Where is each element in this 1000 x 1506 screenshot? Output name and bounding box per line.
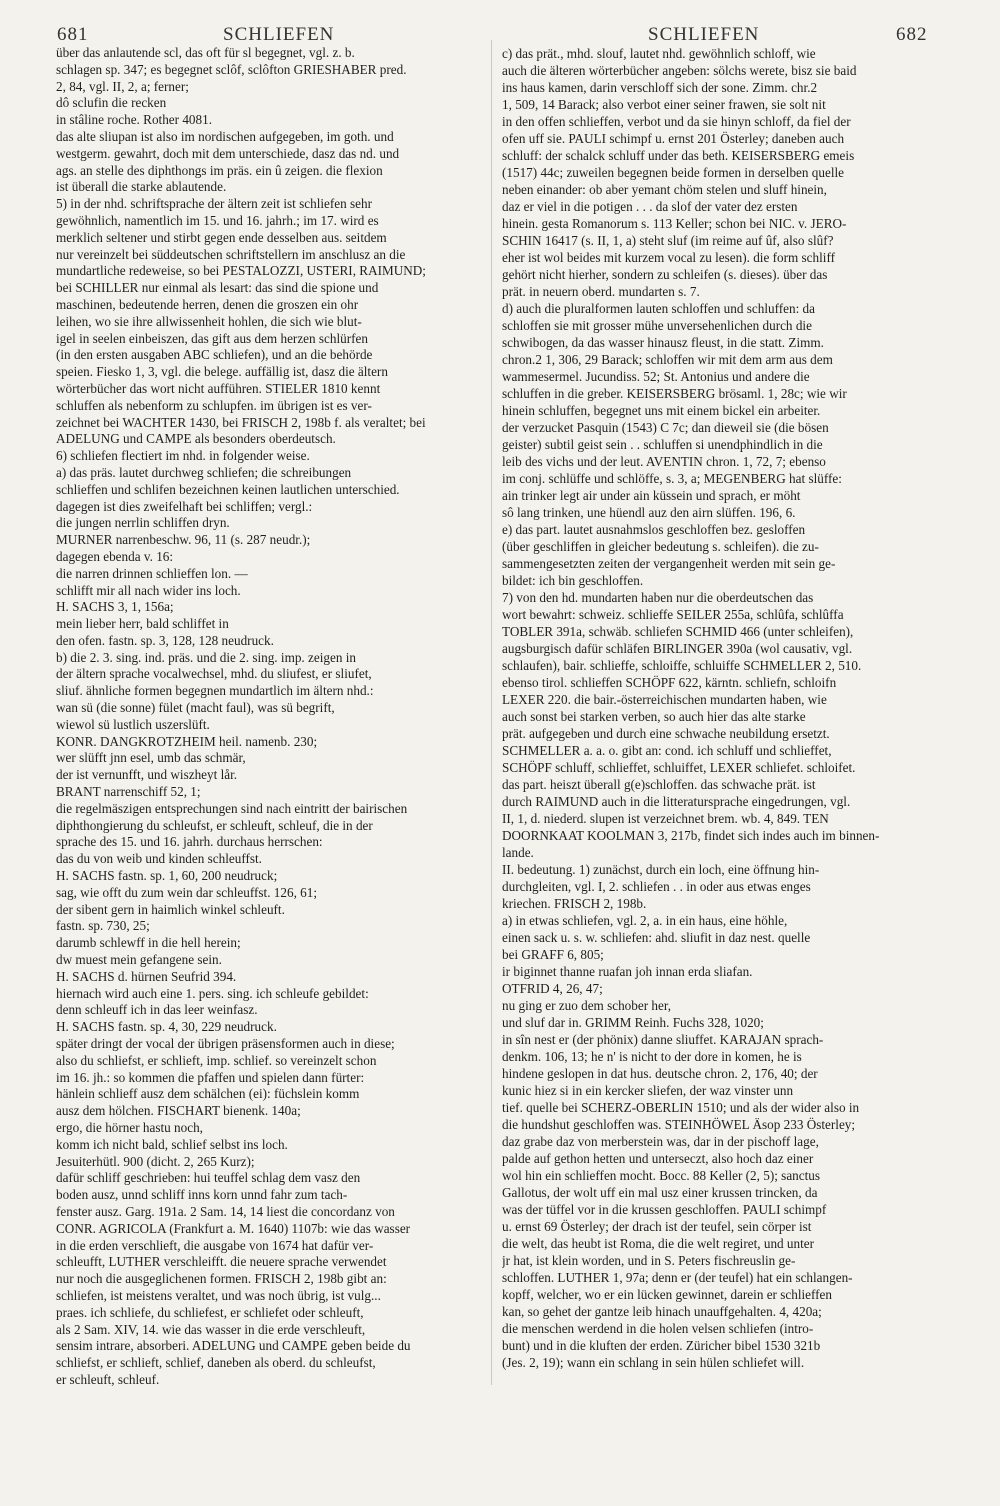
text-line: schlieffen und schlifen bezeichnen keinen lautlichen unterschied. [56,481,400,497]
text-line: später dringt der vocal der übrigen präsensformen auch in diese; [56,1036,395,1052]
text-line: gehört nicht hierher, sondern zu schleifen (s. dieses). über das [502,267,828,282]
text-line: d) auch die pluralformen lauten schloffen und schluffen: da [502,301,815,316]
text-line: b) die 2. 3. sing. ind. präs. und die 2. sing. imp. zeigen in [56,649,356,665]
text-line: MURNER narrenbeschw. 96, 11 (s. 287 neudr.); [56,532,311,548]
text-line: mein lieber herr, bald schliffet in [56,616,229,632]
text-line: schwibogen, da das wasser hinausz fleust, in die statt. Zimm. [502,335,824,350]
text-line: schluff: der schalck schluff under das beth. KEISERSBERG emeis [502,148,855,163]
text-line: 5) in der nhd. schriftsprache der ältern zeit ist schliefen sehr [56,196,373,212]
text-line: den ofen. fastn. sp. 3, 128, 128 neudruck. [56,632,274,648]
text-line: wol hin ein schlieffen mocht. Bocc. 88 Keller (2, 5); sanctus [502,1168,821,1183]
text-line: wörterbücher das wort nicht aufführen. STIELER 1810 kennt [56,380,381,396]
text-line: die jungen nerrlin schliffen dryn. [56,515,230,531]
text-line: ausz dem hölchen. FISCHART bienenk. 140a; [56,1103,301,1119]
text-line: dw muest mein gefangene sein. [56,952,222,968]
text-line: (Jes. 2, 19); wann ein schlang in sein hülen schliefet will. [502,1355,805,1370]
text-line: (über geschliffen in gleicher bedeutung s. schleifen). die zu- [502,539,819,554]
text-line: kunic hiez si in ein kercker sliefen, der waz vinster unn [502,1083,794,1098]
text-line: schluffen in die greber. KEISERSBERG brösaml. 1, 28c; wie wir [502,386,847,401]
text-line: praes. ich schliefe, du schliefest, er schliefet oder schleuft, [56,1304,364,1320]
text-line: geister) subtil geist sein . . schluffen si unendphindlich in die [502,437,823,452]
text-line: H. SACHS fastn. sp. 1, 60, 200 neudruck; [56,868,278,884]
text-line: augsburgisch dafür schläfen BIRLINGER 390a (wol causativ, vgl. [502,641,853,656]
text-line: wort bewahrt: schweiz. schlieffe SEILER 255a, schlûfa, schlûffa [502,607,844,622]
text-line: eher ist wol beides mit kurzem vocal zu lesen). die form schliff [502,250,836,265]
text-line: ergo, die hörner hastu noch, [56,1120,203,1135]
text-line: diphthongierung du schleufst, er schleuft, schleuf, die in der [56,817,373,833]
text-line: fastn. sp. 730, 25; [56,918,150,934]
text-line: a) das präs. lautet durchweg schliefen; die schreibungen [56,464,352,480]
text-line: ags. an stelle des diphthongs im präs. ein û zeigen. die flexion [56,162,383,178]
text-line: c) das prät., mhd. slouf, lautet nhd. gewöhnlich schloff, wie [502,46,816,61]
text-line: palde auf gethon hetten und unterseczt, also hoch daz einer [502,1151,814,1166]
text-line: durch RAIMUND auch in die litteratursprache eingedrungen, vgl. [502,794,851,809]
text-line: e) das part. lautet ausnahmslos geschloffen bez. gesloffen [502,522,806,537]
text-line: sô lang trinken, une hüendl auz den airn slüffen. 196, 6. [502,505,796,520]
text-line: einen sack u. s. w. schliefen: ahd. sliufit in daz nest. quelle [502,930,811,945]
text-line: in stâline roche. Rother 4081. [56,112,213,128]
text-line: wan sü (die sonne) fület (macht faul), was sü begrift, [56,700,335,716]
text-line: 6) schliefen flectiert im nhd. in folgender weise. [56,448,310,464]
text-line: daz grabe daz von merberstein was, dar in der pischoff lage, [502,1134,819,1149]
text-line: das alte sliupan ist also im nordischen aufgegeben, im goth. und [56,128,394,144]
text-line: schliefst, er schlieft, schlief, daneben als oberd. du schleufst, [56,1355,376,1371]
text-line: sliuf. ähnliche formen begegnen mundartlich im ältern nhd.: [56,683,374,699]
text-line: hindene geslopen in dat hus. deutsche chron. 2, 176, 40; der [502,1066,818,1081]
text-line: II. bedeutung. 1) zunächst, durch ein loch, eine öffnung hin- [502,862,820,877]
text-line: lande. [502,845,534,860]
text-line: sprache des 15. und 16. jahrh. durchaus herrschen: [56,834,323,850]
text-line: prät. aufgegeben und durch eine schwache neubildung ersetzt. [502,726,830,741]
text-line: die narren drinnen schlieffen lon. — [56,565,248,581]
text-line: gewöhnlich, namentlich im 15. und 16. jahrh.; im 17. wird es [56,212,379,228]
text-line: TOBLER 391a, schwäb. schliefen SCHMID 466 (unter schleifen), [502,624,854,639]
text-line: daz er viel in die potigen . . . da slof der vater dez ersten [502,199,798,214]
text-line: KONR. DANGKROTZHEIM heil. namenb. 230; [56,733,318,749]
text-line: der ist vernunfft, und wiszheyt lår. [56,767,238,783]
text-line: in den offen schlieffen, verbot und da sie hinyn schloff, da fiel der [502,114,851,129]
text-line: in die erden verschlieft, die ausgabe von 1674 hat dafür ver- [56,1237,374,1253]
text-line: er schleuft, schleuf. [56,1371,160,1387]
text-line: u. ernst 69 Österley; der drach ist der teufel, sein cörper ist [502,1219,812,1234]
text-line: leihen, wo sie ihre allwissenheit hohlen, die sich wie blut- [56,313,362,329]
text-line: in sîn nest er (der phönix) danne sliuffet. KARAJAN sprach- [502,1032,824,1047]
text-line: schluffen als nebenform zu schlupfen. im übrigen ist es ver- [56,397,372,413]
text-line: sag, wie offt du zum wein dar schleuffst. 126, 61; [56,884,318,900]
text-line: darumb schlewff in die hell herein; [56,935,241,951]
text-line: 7) von den hd. mundarten haben nur die oberdeutschen das [502,590,814,605]
text-line: zeichnet bei WACHTER 1430, bei FRISCH 2, 198b f. als veraltet; bei [56,414,426,430]
text-line: bei GRAFF 6, 805; [502,947,604,962]
text-line: über das anlautende scl, das oft für sl begegnet, vgl. z. b. [56,45,355,60]
text-line: maschinen, bedeutende herren, denen die groszen ein ohr [56,296,359,312]
text-line: dafür schliff geschrieben: hui teuffel schlag dem vasz den [56,1170,361,1186]
text-line: schloffen. LUTHER 1, 97a; denn er (der teufel) hat ein schlangen- [502,1270,853,1285]
text-line: 1, 509, 14 Barack; also verbot einer seiner frawen, sie solt nit [502,97,826,112]
text-line: DOORNKAAT KOOLMAN 3, 217b, findet sich indes auch im binnen- [502,828,880,843]
text-line: die hundshut geschloffen was. STEINHÖWEL Äsop 233 Österley; [502,1117,856,1132]
text-line: bei SCHILLER nur einmal als lesart: das sind die spione und [56,280,379,296]
text-line: der sibent gern in haimlich winkel schleuft. [56,901,285,917]
text-line: wammesermel. Jucundiss. 52; St. Antonius und andere die [502,369,810,384]
text-line: auch sonst bei starken verben, so auch hier das alte starke [502,709,806,724]
text-line: das du von weib und kinden schleuffst. [56,851,262,867]
text-line: sensim intrare, absorberi. ADELUNG und CAMPE geben beide du [56,1338,411,1354]
text-line: Jesuiterhütl. 900 (dicht. 2, 265 Kurz); [56,1153,255,1169]
text-line: im conj. schlüffe und schlöffe, s. 3, a; MEGENBERG hat slüffe: [502,471,842,486]
text-line: und sluf dar in. GRIMM Reinh. Fuchs 328, 1020; [502,1015,764,1030]
text-line: Gallotus, der wolt uff ein mal usz einer krussen trincken, da [502,1185,818,1200]
text-line: tief. quelle bei SCHERZ-OBERLIN 1510; und als der wider also in [502,1100,860,1115]
text-line: BRANT narrenschiff 52, 1; [56,784,201,800]
text-line: II, 1, d. niederd. slupen ist verzeichnet brem. wb. 4, 849. TEN [502,811,829,826]
text-line: hinein. gesta Romanorum s. 113 Keller; schon bei NIC. v. JERO- [502,216,847,231]
text-line: westgerm. gewahrt, doch mit dem unterschiede, dasz das nd. und [56,145,400,161]
text-line: wer slüfft jnn esel, umb das schmär, [56,750,246,766]
page-number-right: 682 [896,24,928,45]
text-line: SCHMELLER a. a. o. gibt an: cond. ich schluff und schlieffet, [502,743,832,758]
text-line: die regelmäszigen entsprechungen sind nach eintritt der bairischen [56,800,408,816]
text-line: igel in seelen einbeiszen, das gift aus dem herzen schlürfen [56,330,368,346]
text-line: prät. in neuern oberd. mundarten s. 7. [502,284,700,299]
page-number-left: 681 [57,24,89,45]
text-line: schloffen sie mit grosser mühe unversehenlichen durch die [502,318,812,333]
text-line: denn schleuff ich in das leer weinfasz. [56,1002,258,1018]
text-line: H. SACHS d. hürnen Seufrid 394. [56,968,237,984]
text-line: schlagen sp. 347; es begegnet sclôf, sclôfton GRIESHABER pred. [56,61,407,77]
text-line: OTFRID 4, 26, 47; [502,981,603,996]
text-line: ebenso tirol. schlieffen SCHÖPF 622, kärntn. schliefn, schloifn [502,675,837,690]
text-line: schliefen, ist meistens veraltet, und was noch übrig, ist vulg... [56,1287,381,1303]
running-title-left: SCHLIEFEN [223,24,335,45]
text-line: a) in etwas schliefen, vgl. 2, a. in ein haus, eine höhle, [502,913,788,928]
text-line: die menschen werdend in die holen velsen schliefen (intro- [502,1321,814,1336]
text-line: (1517) 44c; zuweilen begegnen beide formen in derselben quelle [502,165,845,180]
text-line: fenster ausz. Garg. 191a. 2 Sam. 14, 14 liest die concordanz von [56,1203,395,1219]
text-line: kan, so gehet der gantze leib hinach unauffgehalten. 4, 420a; [502,1304,822,1319]
text-line: der verzucket Pasquin (1543) C 7c; dan dieweil sie (die bösen [502,420,829,435]
text-line: 2, 84, vgl. II, 2, a; ferner; [56,78,189,94]
text-line: auch die älteren wörterbücher angeben: sölchs werete, bisz sie baid [502,63,857,78]
text-line: neben einander: ob aber yemant chöm stelen und sluff hinein, [502,182,827,197]
text-line: durchgleiten, vgl. I, 2. schliefen . . in oder aus etwas enges [502,879,811,894]
text-line: boden ausz, unnd schliff inns korn unnd fahr zum tach- [56,1187,348,1203]
text-line: nu ging er zuo dem schober her, [502,998,672,1013]
text-line: speien. Fiesko 1, 3, vgl. die belege. auffällig ist, dasz die ältern [56,364,388,380]
text-line: ADELUNG und CAMPE als besonders oberdeutsch. [56,431,336,447]
text-line: H. SACHS fastn. sp. 4, 30, 229 neudruck. [56,1019,277,1035]
text-line: was der tüffel vor in die krussen geschloffen. PAULI schimpf [502,1202,827,1217]
text-line: schlaufen), bair. schlieffe, schloiffe, schluiffe SCHMELLER 2, 510. [502,658,862,673]
text-line: der ältern sprache vocalwechsel, mhd. du sliufest, er sliufet, [56,666,372,682]
text-line: mundartliche redeweise, so bei PESTALOZZI, USTERI, RAIMUND; [56,263,426,279]
text-line: ist überall die starke ablautende. [56,179,227,195]
text-line: im 16. jh.: so kommen die pfaffen und spielen dann fürter: [56,1069,365,1085]
text-line: bildet: ich bin geschloffen. [502,573,644,588]
left-column [56,45,500,1389]
text-line: bunt) und in die kluften der erden. Züricher bibel 1530 321b [502,1338,821,1353]
text-line: kopff, welcher, wo er ein lücken gewinnet, darein er schlieffen [502,1287,833,1302]
text-line: als 2 Sam. XIV, 14. wie das wasser in die erde verschleuft, [56,1321,366,1337]
right-column [502,45,946,1371]
text-line: nur vereinzelt bei süddeutschen schriftstellern im anschlusz an die [56,246,406,262]
text-line: chron.2 1, 306, 29 Barack; schloffen wir mit dem arm aus dem [502,352,833,367]
text-line: SCHIN 16417 (s. II, 1, a) steht sluf (im reime auf ûf, also slûf? [502,233,834,248]
text-line: SCHÖPF schluff, schlieffet, schluiffet, LEXER schliefet. schloifet. [502,760,856,775]
text-line: dagegen ist dies zweifelhaft bei schliffen; vergl.: [56,498,313,514]
text-line: wiewol sü lustlich uszerslüft. [56,716,210,732]
text-line: jr hat, ist klein worden, und in S. Peters fischreuslin ge- [502,1253,796,1268]
text-line: also du schliefst, er schlieft, imp. schlief. so vereinzelt schon [56,1052,377,1068]
text-line: (in den ersten ausgaben ABC schliefen), und an die behörde [56,347,373,363]
text-line: dagegen ebenda v. 16: [56,548,174,564]
text-line: merklich seltener und stirbt gegen ende desselben aus. seitdem [56,229,387,245]
text-line: sammengesetzten zeiten der vergangenheit werden mit sein ge- [502,556,836,571]
text-line: kriechen. FRISCH 2, 198b. [502,896,647,911]
text-line: ir biginnet thanne ruafan joh innan erda sliafan. [502,964,753,979]
text-line: CONR. AGRICOLA (Frankfurt a. M. 1640) 1107b: wie das wasser [56,1220,411,1236]
text-line: ain trinker legt air under ain küssein und sprach, er möht [502,488,801,503]
text-line: nur noch die ausgeglichenen formen. FRISCH 2, 198b gibt an: [56,1271,387,1287]
text-line: hiernach wird auch eine 1. pers. sing. ich schleufe gebildet: [56,985,369,1001]
text-line: ofen uff sie. PAULI schimpf u. ernst 201 Österley; daneben auch [502,131,845,146]
text-line: leib des vichs und der leut. AVENTIN chron. 1, 72, 7; ebenso [502,454,826,469]
text-line: komm ich nicht bald, schlief selbst ins loch. [56,1136,288,1152]
text-line: H. SACHS 3, 1, 156a; [56,599,174,615]
text-line: die welt, das heubt ist Roma, die die welt regiret, und unter [502,1236,815,1251]
text-line: schleufft, LUTHER verschleifft. die neuere sprache verwendet [56,1254,387,1270]
text-line: hänlein schlieff ausz dem schälchen (ei): füchslein komm [56,1086,360,1102]
running-title-right: SCHLIEFEN [648,24,760,45]
text-line: denkm. 106, 13; he n' is nicht to der dore in komen, he is [502,1049,802,1064]
text-line: LEXER 220. die bair.-österreichischen mundarten haben, wie [502,692,827,707]
text-line: schlifft mir all nach wider ins loch. [56,582,241,598]
text-line: dô sclufin die recken [56,95,167,111]
text-line: ins haus kamen, darin verschloff sich der sone. Zimm. chr.2 [502,80,818,95]
text-line: das part. heiszt überall g(e)schloffen. das schwache prät. ist [502,777,816,792]
text-line: hinein schluffen, begegnet uns mit einem bickel ein arbeiter. [502,403,821,418]
